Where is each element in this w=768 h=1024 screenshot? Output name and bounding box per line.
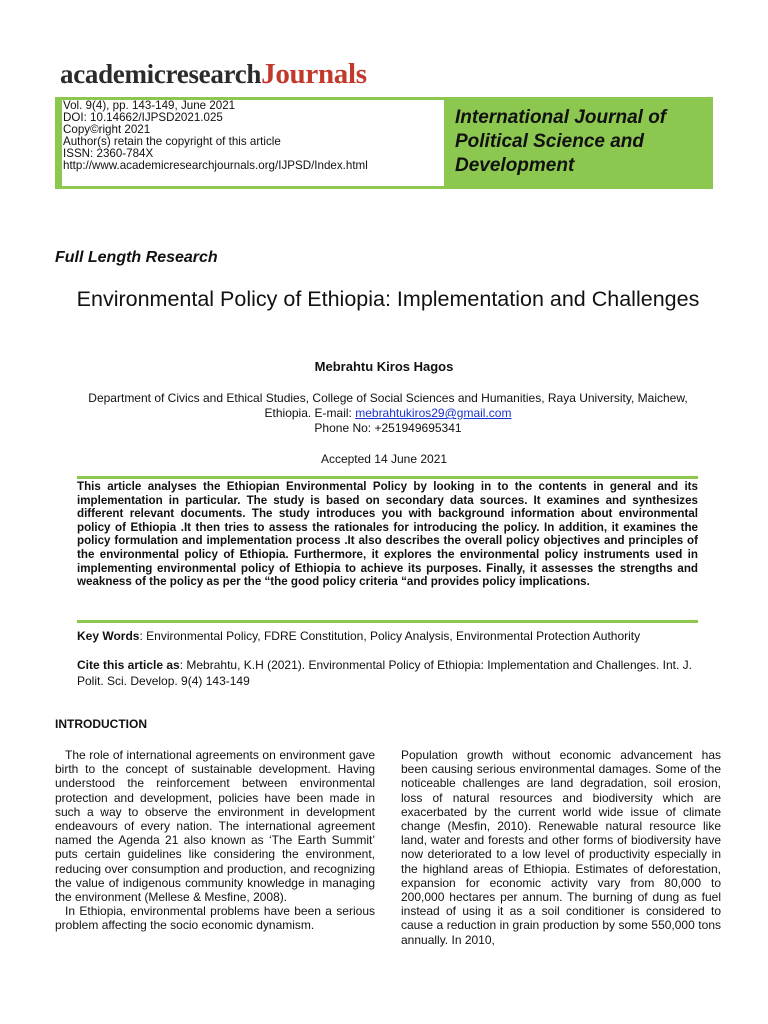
body-paragraph: The role of international agreements on environment gave birth to the concept of sustainable development. Having understood the reinforcement between environmental protection and development, policies have been made in such a way to observe the environment in development endeavours of every nation. The international agreement named the Agenda 21 also known as ‘The Earth Summit’ puts certain guidelines like considering the environment, reducing over consumption and production, and recognizing the value of indigenous community knowledge in managing the environment (Mellese & Mesfine, 2008). [55, 748, 375, 905]
abstract-bottom-rule [77, 620, 698, 623]
issn-line: ISSN: 2360-784X [63, 147, 154, 160]
citation [77, 657, 717, 689]
publisher-logo [60, 58, 367, 91]
journal-meta-box [62, 100, 444, 186]
keywords-label: Key Words [77, 629, 140, 643]
logo-academic-text: academicresearch [60, 59, 262, 89]
copyright-line: Copy©right 2021 [63, 123, 151, 136]
section-label: Full Length Research [55, 249, 218, 266]
abstract-top-rule [77, 476, 698, 479]
volume-line: Vol. 9(4), pp. 143-149, June 2021 [63, 99, 236, 112]
article-title: Environmental Policy of Ethiopia: Implementation and Challenges [76, 287, 700, 311]
accepted-date: Accepted 14 June 2021 [320, 452, 448, 466]
phone-line: Phone No: +251949695341 [314, 421, 462, 435]
affiliation-block [60, 391, 716, 436]
logo-journals-text: Journals [261, 58, 367, 90]
journal-title: International Journal of Political Science and Development [455, 107, 667, 176]
body-column-right [401, 748, 721, 947]
affiliation-email-line [60, 406, 716, 421]
rights-line: Author(s) retain the copyright of this article [63, 135, 281, 148]
keywords-text: : Environmental Policy, FDRE Constitution, Policy Analysis, Environmental Protection Authority [139, 629, 641, 643]
introduction-heading: INTRODUCTION [55, 717, 147, 731]
body-column-left [55, 748, 375, 933]
doi-line: DOI: 10.14662/IJPSD2021.025 [63, 111, 223, 124]
keywords [77, 629, 717, 643]
affiliation-line: Department of Civics and Ethical Studies, College of Social Sciences and Humanities, Raya University, Maichew, [88, 391, 688, 405]
abstract-text: This article analyses the Ethiopian Environmental Policy by looking in to the contents in general and its implementation in particular. The study is based on secondary data sources. It examines and synthesizes different relevant documents. The study introduces you with background information about environmental policy of Ethiopia .It then tries to assess the rationales for introducing the policy. In addition, it examines the policy formulation and implementation process .It also describes the overall policy objectives and principles of the environmental policy of Ethiopia. Furthermore, it explores the environmental policy instruments used in implementing environmental policy of Ethiopia to achieve its purposes. Finally, it assesses the strengths and weakness of the policy as per the “the good policy criteria “and provides policy implications. [77, 480, 698, 589]
citation-text: : Mebrahtu, K.H (2021). Environmental Policy of Ethiopia: Implementation and Challenges. Int. J. Polit. Sci. Develop. 9(4) 143-149 [77, 658, 692, 688]
affiliation-country: Ethiopia. E-mail: [264, 406, 356, 420]
journal-url-line[interactable]: http://www.academicresearchjournals.org/IJPSD/Index.html [63, 159, 368, 172]
body-paragraph: In Ethiopia, environmental problems have been a serious problem affecting the socio economic dynamism. [55, 904, 375, 933]
author-name: Mebrahtu Kiros Hagos [314, 359, 454, 374]
citation-label: Cite this article as [77, 658, 180, 672]
body-paragraph: Population growth without economic advancement has been causing serious environmental damages. Some of the noticeable challenges are land degradation, soil erosion, loss of natural resources and biodiversity which are exacerbated by the current world wide issue of climate change (Mesfin, 2010). Renewable natural resource like land, water and forests and other forms of biodiversity have now deteriorated to a low level of productivity especially in the highland areas of Ethiopia. Estimates of deforestation, expansion for economic activity vary from 80,000 to 200,000 hectares per annum. The burning of dung as fuel instead of using it as a soil conditioner is considered to cause a reduction in grain production by some 550,000 tons annually. In 2010, [401, 748, 721, 947]
email-link[interactable]: mebrahtukiros29@gmail.com [355, 406, 512, 420]
